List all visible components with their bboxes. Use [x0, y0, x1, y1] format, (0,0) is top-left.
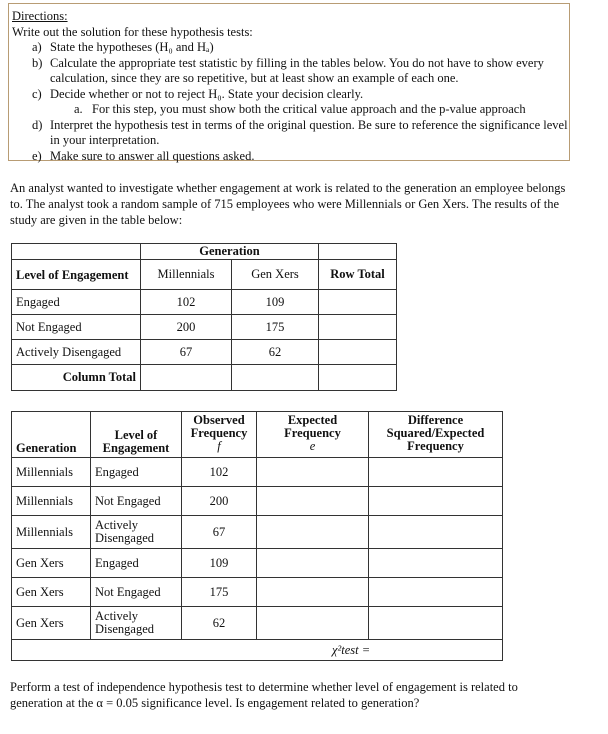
- table-cell: f: [217, 439, 221, 453]
- table-cell: Calculate the appropriate test statistic by filling in the tables below. You do not have to show every calculation, since they are so repetitive, but at least show an example of each one.: [50, 55, 544, 85]
- table-cell: 102: [141, 290, 232, 315]
- table-row: [12, 578, 503, 607]
- table-cell: Interpret the hypothesis test in terms of the original question. Be sure to reference the significance level in your interpretation.: [50, 117, 568, 147]
- expected-cell[interactable]: [257, 487, 369, 516]
- table-cell: b): [32, 55, 43, 70]
- table-row: [12, 340, 397, 365]
- column-total-cell[interactable]: [141, 365, 232, 391]
- col-header: Row Total: [319, 260, 397, 290]
- table-row: [12, 516, 503, 549]
- level-header: Level of Engagement: [12, 260, 141, 290]
- table-cell: Engaged: [91, 458, 182, 487]
- table-cell: 175: [232, 315, 319, 340]
- table-cell: 62: [182, 607, 257, 640]
- header-level: Level of Engagement: [91, 412, 182, 458]
- chi-square-table: [11, 411, 503, 661]
- table-cell: a): [32, 40, 42, 54]
- table-cell: Not Engaged: [91, 578, 182, 607]
- table-cell: Millennials: [12, 487, 91, 516]
- difference-cell[interactable]: [369, 487, 503, 516]
- expected-cell[interactable]: [257, 549, 369, 578]
- col-header: Gen Xers: [232, 260, 319, 290]
- col-header: Millennials: [141, 260, 232, 290]
- direction-subitem: [12, 102, 569, 118]
- expected-cell[interactable]: [257, 516, 369, 549]
- difference-cell[interactable]: [369, 458, 503, 487]
- table-cell: e: [309, 439, 316, 453]
- table-cell: Gen Xers: [12, 607, 91, 640]
- table-cell: 67: [141, 340, 232, 365]
- table-cell: 109: [182, 549, 257, 578]
- table-cell: Actively Disengaged: [91, 607, 182, 640]
- table-cell: Millennials: [12, 458, 91, 487]
- table-cell: a.: [74, 102, 83, 116]
- table-cell: Engaged: [12, 290, 141, 315]
- generation-header: Generation: [141, 244, 319, 260]
- table-row: [12, 290, 397, 315]
- row-total-cell[interactable]: [319, 290, 397, 315]
- table-cell: Engaged: [91, 549, 182, 578]
- header-difference: Difference Squared/Expected Frequency: [369, 412, 503, 458]
- difference-cell[interactable]: [369, 578, 503, 607]
- table-cell: c): [32, 86, 42, 101]
- table-cell: 200: [141, 315, 232, 340]
- header-expected: [257, 412, 369, 458]
- header-observed: [182, 412, 257, 458]
- direction-item: [12, 56, 569, 87]
- column-total-cell[interactable]: [232, 365, 319, 391]
- table-cell: e): [32, 148, 42, 163]
- table-cell: Not Engaged: [12, 315, 141, 340]
- table-row: [12, 412, 503, 458]
- table-cell: d): [32, 117, 43, 132]
- table-cell: Gen Xers: [12, 549, 91, 578]
- table-row: [12, 260, 397, 290]
- direction-item: [12, 40, 569, 56]
- table-cell: Millennials: [12, 516, 91, 549]
- table-cell: 175: [182, 578, 257, 607]
- table-row: [12, 244, 397, 260]
- table-cell: Make sure to answer all questions asked.: [50, 148, 255, 163]
- table-cell: Actively Disengaged: [91, 516, 182, 549]
- table-cell: 109: [232, 290, 319, 315]
- table-cell: For this step, you must show both the critical value approach and the p-value approach: [92, 102, 526, 116]
- direction-item: [12, 118, 569, 149]
- table-cell: 200: [182, 487, 257, 516]
- question-text: Perform a test of independence hypothesis test to determine whether level of engagement is related to generation at the α = 0.05 significance level. Is engagement related to generation?: [10, 680, 518, 710]
- row-total-cell[interactable]: [319, 340, 397, 365]
- table-cell: Gen Xers: [12, 578, 91, 607]
- table-cell: State the hypotheses (H₀ and Hₐ): [50, 40, 214, 54]
- table-row: [12, 315, 397, 340]
- expected-cell[interactable]: [257, 607, 369, 640]
- problem-text: An analyst wanted to investigate whether engagement at work is related to the generation an employee belongs to. The analyst took a random sample of 715 employees who were Millennials or Gen Xers. The results of the study are given in the table below:: [10, 181, 566, 227]
- table-cell: Decide whether or not to reject H₀. State your decision clearly.: [50, 86, 364, 101]
- column-total-label: Column Total: [12, 365, 141, 391]
- directions-title: Directions:: [12, 9, 68, 23]
- table-cell: 62: [232, 340, 319, 365]
- table-row: [12, 549, 503, 578]
- expected-cell[interactable]: [257, 578, 369, 607]
- directions-intro: Write out the solution for these hypothesis tests:: [12, 24, 253, 39]
- chi-square-statistic-cell[interactable]: χ²test =: [12, 640, 503, 661]
- direction-item: [12, 87, 569, 103]
- grand-total-cell[interactable]: [319, 365, 397, 391]
- table-row: [12, 607, 503, 640]
- table-cell: Expected Frequency: [284, 413, 341, 440]
- table-cell: 67: [182, 516, 257, 549]
- contingency-table: [11, 243, 397, 391]
- direction-item: [12, 149, 569, 165]
- difference-cell[interactable]: [369, 607, 503, 640]
- row-total-cell[interactable]: [319, 315, 397, 340]
- table-row: [12, 640, 503, 661]
- difference-cell[interactable]: [369, 516, 503, 549]
- table-row: [12, 365, 397, 391]
- expected-cell[interactable]: [257, 458, 369, 487]
- header-generation: Generation: [12, 412, 91, 458]
- difference-cell[interactable]: [369, 549, 503, 578]
- table-row: [12, 487, 503, 516]
- table-cell: 102: [182, 458, 257, 487]
- table-cell: Actively Disengaged: [12, 340, 141, 365]
- table-row: [12, 458, 503, 487]
- directions-box: [8, 3, 570, 161]
- table-cell: Not Engaged: [91, 487, 182, 516]
- table-cell: Observed Frequency: [190, 413, 248, 440]
